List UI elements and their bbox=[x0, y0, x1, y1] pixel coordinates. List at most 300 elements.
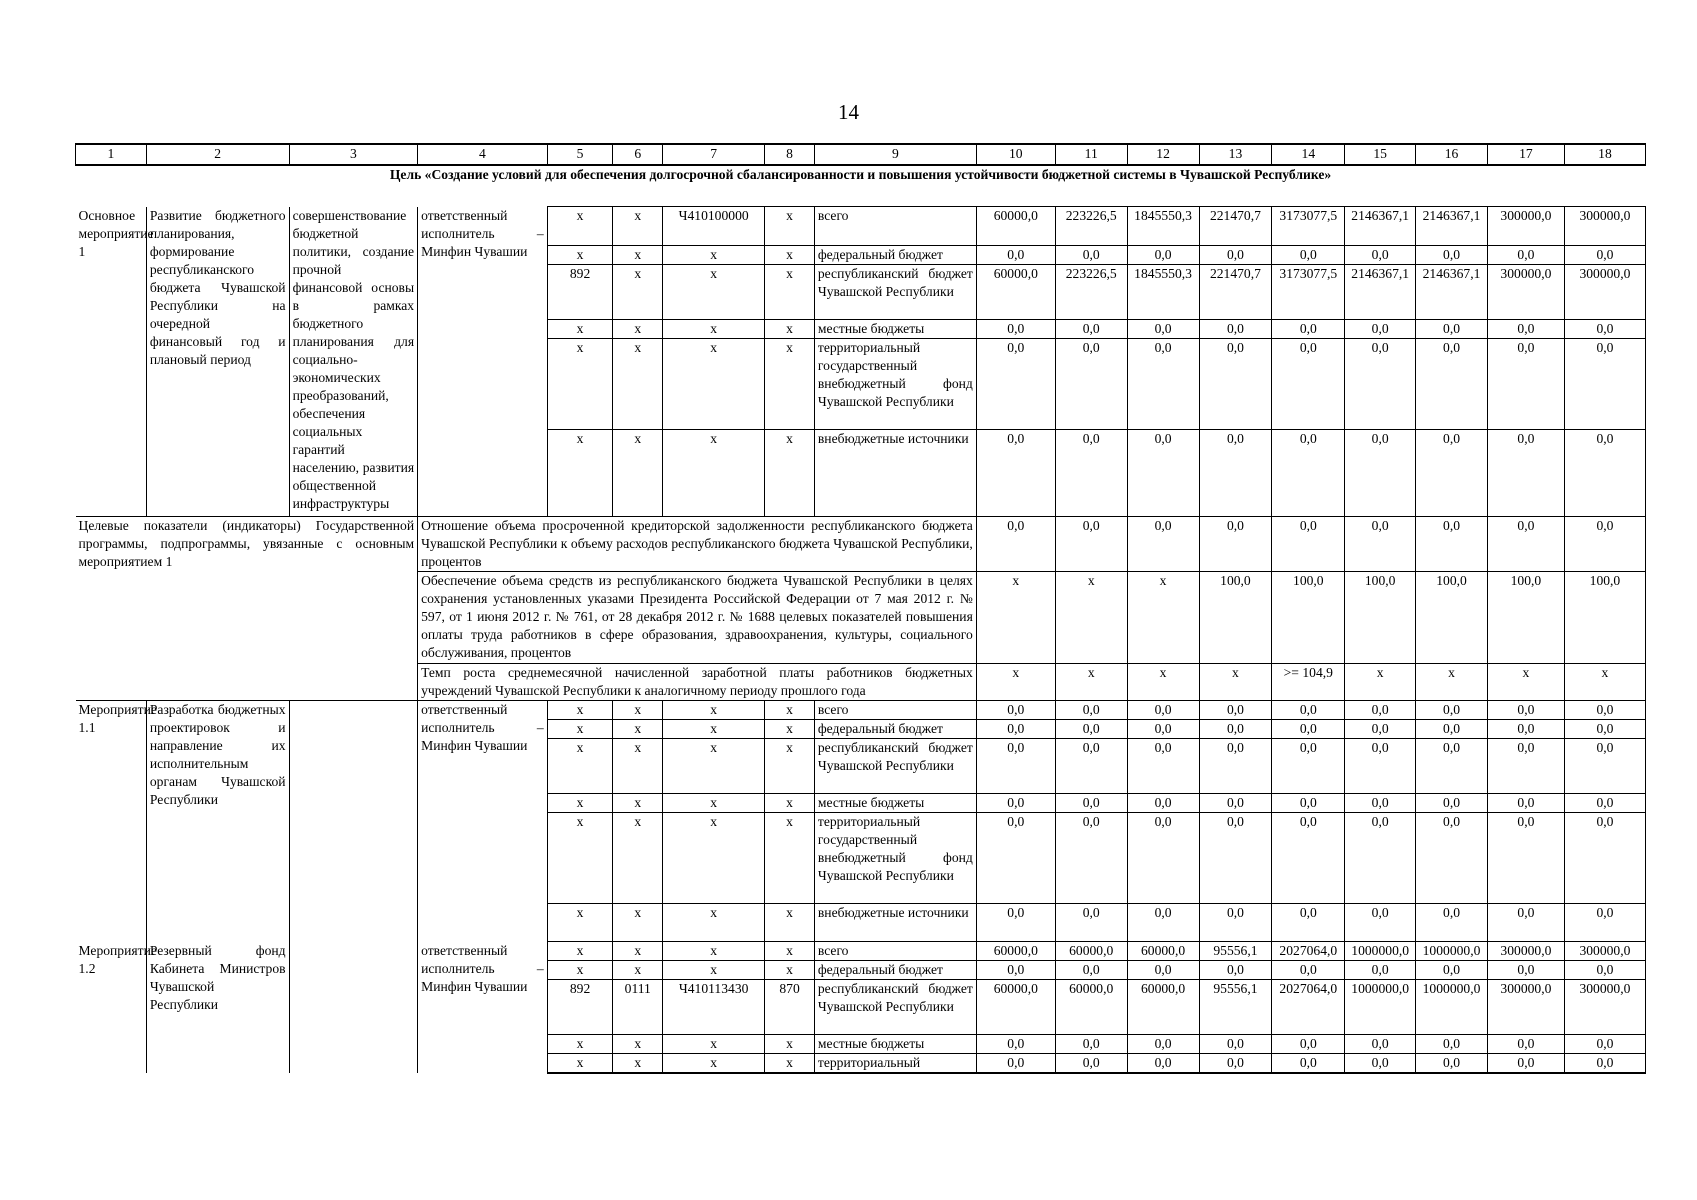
value-cell: 0,0 bbox=[1055, 246, 1127, 265]
value-cell: 0,0 bbox=[976, 1054, 1055, 1074]
value-cell: 100,0 bbox=[1564, 572, 1645, 664]
value-cell: 0,0 bbox=[1416, 701, 1488, 720]
value-cell: 0,0 bbox=[1127, 339, 1199, 430]
indicators-label: Целевые показатели (индикаторы) Государственной программы, подпрограммы, увязанные с основным мероприятием 1 bbox=[76, 517, 418, 701]
value-cell: 0,0 bbox=[1055, 961, 1127, 980]
funding-source: республиканский бюджет Чувашской Республики bbox=[814, 739, 976, 794]
value-cell: 0,0 bbox=[1272, 430, 1345, 517]
value-cell: 0,0 bbox=[1199, 794, 1272, 813]
column-header: 17 bbox=[1487, 144, 1564, 165]
code-cell: x bbox=[613, 720, 663, 739]
value-cell: 100,0 bbox=[1487, 572, 1564, 664]
code-cell: 892 bbox=[547, 980, 613, 1035]
value-cell: 60000,0 bbox=[976, 265, 1055, 320]
code-cell: x bbox=[663, 701, 765, 720]
code-cell: Ч410113430 bbox=[663, 980, 765, 1035]
value-cell: 0,0 bbox=[1272, 1054, 1345, 1074]
code-cell: x bbox=[765, 813, 815, 904]
event-name: Разработка бюджетных проектировок и направление их исполнительным органам Чувашской Республики bbox=[146, 701, 289, 942]
value-cell: 0,0 bbox=[1564, 701, 1645, 720]
event-executor: ответственный исполнитель – Минфин Чувашии bbox=[418, 207, 548, 517]
value-cell: 0,0 bbox=[1199, 517, 1272, 572]
code-cell: x bbox=[547, 720, 613, 739]
event-name: Развитие бюджетного планирования, формирование республиканского бюджета Чувашской Республики на очередной финансовый год и плановый период bbox=[146, 207, 289, 517]
value-cell: 223226,5 bbox=[1055, 207, 1127, 246]
funding-source: федеральный бюджет bbox=[814, 246, 976, 265]
value-cell: 0,0 bbox=[1055, 904, 1127, 942]
code-cell: Ч410100000 bbox=[663, 207, 765, 246]
code-cell: x bbox=[613, 1054, 663, 1074]
event-number: Основное мероприятие 1 bbox=[76, 207, 147, 517]
value-cell: 0,0 bbox=[976, 517, 1055, 572]
value-cell: 0,0 bbox=[1127, 246, 1199, 265]
value-cell: 0,0 bbox=[1055, 320, 1127, 339]
value-cell: 0,0 bbox=[976, 794, 1055, 813]
value-cell: 0,0 bbox=[1055, 1035, 1127, 1054]
column-header: 13 bbox=[1199, 144, 1272, 165]
event-goal bbox=[289, 942, 418, 1074]
value-cell: x bbox=[1345, 664, 1416, 701]
indicator-text: Отношение объема просроченной кредиторской задолженности республиканского бюджета Чувашской Республики к объему расходов республиканского бюджета Чувашской Республики, процентов bbox=[418, 517, 977, 572]
value-cell: 0,0 bbox=[1345, 246, 1416, 265]
value-cell: 0,0 bbox=[1564, 1054, 1645, 1074]
value-cell: 300000,0 bbox=[1487, 980, 1564, 1035]
value-cell: 0,0 bbox=[1564, 813, 1645, 904]
value-cell: x bbox=[1199, 664, 1272, 701]
event-executor: ответственный исполнитель – Минфин Чувашии bbox=[418, 942, 548, 1074]
value-cell: 100,0 bbox=[1272, 572, 1345, 664]
value-cell: 0,0 bbox=[976, 1035, 1055, 1054]
code-cell: x bbox=[663, 339, 765, 430]
value-cell: 0,0 bbox=[1416, 720, 1488, 739]
value-cell: 0,0 bbox=[1055, 339, 1127, 430]
value-cell: 0,0 bbox=[1199, 961, 1272, 980]
indicator-row bbox=[76, 517, 1646, 572]
code-cell: x bbox=[613, 246, 663, 265]
value-cell: 0,0 bbox=[1487, 813, 1564, 904]
funding-source: республиканский бюджет Чувашской Республики bbox=[814, 980, 976, 1035]
value-cell: 0,0 bbox=[1055, 739, 1127, 794]
value-cell: 0,0 bbox=[1564, 794, 1645, 813]
funding-source: всего bbox=[814, 942, 976, 961]
value-cell: 60000,0 bbox=[976, 207, 1055, 246]
table-row bbox=[76, 942, 1646, 961]
value-cell: 0,0 bbox=[1416, 739, 1488, 794]
value-cell: 0,0 bbox=[1272, 961, 1345, 980]
value-cell: 0,0 bbox=[1272, 904, 1345, 942]
code-cell: x bbox=[663, 1054, 765, 1074]
column-header: 9 bbox=[814, 144, 976, 165]
column-header: 10 bbox=[976, 144, 1055, 165]
value-cell: 2146367,1 bbox=[1345, 207, 1416, 246]
value-cell: 300000,0 bbox=[1487, 942, 1564, 961]
column-header: 18 bbox=[1564, 144, 1645, 165]
funding-source: местные бюджеты bbox=[814, 794, 976, 813]
value-cell: 2146367,1 bbox=[1345, 265, 1416, 320]
code-cell: x bbox=[765, 961, 815, 980]
funding-source: территориальный государственный внебюджетный фонд Чувашской Республики bbox=[814, 339, 976, 430]
value-cell: 0,0 bbox=[1199, 320, 1272, 339]
value-cell: 300000,0 bbox=[1564, 265, 1645, 320]
value-cell: 0,0 bbox=[1199, 430, 1272, 517]
value-cell: 0,0 bbox=[1345, 320, 1416, 339]
value-cell: 0,0 bbox=[1127, 813, 1199, 904]
code-cell: x bbox=[765, 339, 815, 430]
funding-source: местные бюджеты bbox=[814, 1035, 976, 1054]
value-cell: 100,0 bbox=[1345, 572, 1416, 664]
value-cell: 0,0 bbox=[1055, 720, 1127, 739]
column-header: 2 bbox=[146, 144, 289, 165]
value-cell: 0,0 bbox=[1272, 246, 1345, 265]
value-cell: 0,0 bbox=[1345, 701, 1416, 720]
code-cell: x bbox=[613, 1035, 663, 1054]
value-cell: 0,0 bbox=[1055, 1054, 1127, 1074]
value-cell: 0,0 bbox=[1416, 904, 1488, 942]
event-name: Резервный фонд Кабинета Министров Чувашской Республики bbox=[146, 942, 289, 1074]
code-cell: x bbox=[765, 904, 815, 942]
value-cell: 0,0 bbox=[976, 246, 1055, 265]
budget-table bbox=[75, 143, 1646, 1074]
code-cell: x bbox=[765, 942, 815, 961]
value-cell: 0,0 bbox=[1416, 320, 1488, 339]
value-cell: 0,0 bbox=[1272, 1035, 1345, 1054]
value-cell: x bbox=[976, 664, 1055, 701]
code-cell: x bbox=[547, 207, 613, 246]
code-cell: x bbox=[613, 794, 663, 813]
event-number: Мероприятие 1.1 bbox=[76, 701, 147, 942]
code-cell: x bbox=[663, 961, 765, 980]
code-cell: 0111 bbox=[613, 980, 663, 1035]
value-cell: 300000,0 bbox=[1564, 207, 1645, 246]
value-cell: 0,0 bbox=[1345, 904, 1416, 942]
code-cell: x bbox=[547, 794, 613, 813]
value-cell: x bbox=[1487, 664, 1564, 701]
code-cell: x bbox=[663, 813, 765, 904]
funding-source: федеральный бюджет bbox=[814, 961, 976, 980]
value-cell: 0,0 bbox=[1055, 517, 1127, 572]
code-cell: x bbox=[765, 739, 815, 794]
code-cell: x bbox=[547, 1035, 613, 1054]
value-cell: 0,0 bbox=[1416, 246, 1488, 265]
column-header: 8 bbox=[765, 144, 815, 165]
value-cell: x bbox=[1127, 572, 1199, 664]
funding-source: территориальный bbox=[814, 1054, 976, 1074]
value-cell: 223226,5 bbox=[1055, 265, 1127, 320]
value-cell: >= 104,9 bbox=[1272, 664, 1345, 701]
value-cell: 0,0 bbox=[1416, 1054, 1488, 1074]
value-cell: 221470,7 bbox=[1199, 265, 1272, 320]
value-cell: 2027064,0 bbox=[1272, 942, 1345, 961]
code-cell: x bbox=[547, 320, 613, 339]
value-cell: 0,0 bbox=[1487, 1035, 1564, 1054]
value-cell: 0,0 bbox=[1127, 517, 1199, 572]
value-cell: 0,0 bbox=[1345, 813, 1416, 904]
code-cell: 870 bbox=[765, 980, 815, 1035]
column-header: 7 bbox=[663, 144, 765, 165]
value-cell: 60000,0 bbox=[1127, 980, 1199, 1035]
value-cell: 0,0 bbox=[976, 813, 1055, 904]
value-cell: 0,0 bbox=[1272, 517, 1345, 572]
code-cell: x bbox=[613, 339, 663, 430]
code-cell: x bbox=[663, 246, 765, 265]
value-cell: 0,0 bbox=[1199, 246, 1272, 265]
value-cell: 1000000,0 bbox=[1416, 980, 1488, 1035]
value-cell: 60000,0 bbox=[976, 980, 1055, 1035]
code-cell: x bbox=[547, 701, 613, 720]
value-cell: 0,0 bbox=[1416, 794, 1488, 813]
code-cell: x bbox=[663, 720, 765, 739]
value-cell: 0,0 bbox=[1564, 246, 1645, 265]
value-cell: 0,0 bbox=[1564, 1035, 1645, 1054]
value-cell: x bbox=[1055, 572, 1127, 664]
value-cell: 0,0 bbox=[1416, 430, 1488, 517]
value-cell: 2146367,1 bbox=[1416, 265, 1488, 320]
value-cell: 0,0 bbox=[1127, 1054, 1199, 1074]
value-cell: 0,0 bbox=[1272, 739, 1345, 794]
event-number: Мероприятие 1.2 bbox=[76, 942, 147, 1074]
value-cell: 0,0 bbox=[1416, 1035, 1488, 1054]
value-cell: 0,0 bbox=[1345, 1035, 1416, 1054]
value-cell: 0,0 bbox=[1487, 720, 1564, 739]
code-cell: x bbox=[613, 430, 663, 517]
value-cell: 1000000,0 bbox=[1345, 980, 1416, 1035]
value-cell: 0,0 bbox=[1272, 320, 1345, 339]
column-header: 15 bbox=[1345, 144, 1416, 165]
value-cell: 0,0 bbox=[1127, 794, 1199, 813]
value-cell: 0,0 bbox=[1345, 794, 1416, 813]
code-cell: x bbox=[663, 942, 765, 961]
value-cell: 0,0 bbox=[976, 701, 1055, 720]
value-cell: 0,0 bbox=[1055, 430, 1127, 517]
code-cell: x bbox=[765, 1035, 815, 1054]
column-header: 5 bbox=[547, 144, 613, 165]
value-cell: 0,0 bbox=[976, 339, 1055, 430]
code-cell: x bbox=[663, 739, 765, 794]
funding-source: республиканский бюджет Чувашской Республики bbox=[814, 265, 976, 320]
value-cell: 0,0 bbox=[976, 904, 1055, 942]
code-cell: x bbox=[613, 904, 663, 942]
value-cell: 3173077,5 bbox=[1272, 265, 1345, 320]
value-cell: 60000,0 bbox=[1055, 942, 1127, 961]
value-cell: 0,0 bbox=[1416, 961, 1488, 980]
code-cell: x bbox=[663, 430, 765, 517]
code-cell: x bbox=[613, 739, 663, 794]
column-header: 4 bbox=[418, 144, 548, 165]
value-cell: x bbox=[1055, 664, 1127, 701]
value-cell: 0,0 bbox=[1564, 320, 1645, 339]
value-cell: 0,0 bbox=[976, 320, 1055, 339]
value-cell: 0,0 bbox=[1127, 739, 1199, 794]
value-cell: 0,0 bbox=[1487, 739, 1564, 794]
code-cell: x bbox=[547, 339, 613, 430]
code-cell: x bbox=[663, 794, 765, 813]
value-cell: 60000,0 bbox=[976, 942, 1055, 961]
code-cell: x bbox=[613, 942, 663, 961]
column-header: 11 bbox=[1055, 144, 1127, 165]
value-cell: 0,0 bbox=[1345, 720, 1416, 739]
value-cell: 0,0 bbox=[1055, 701, 1127, 720]
value-cell: 0,0 bbox=[1564, 961, 1645, 980]
funding-source: всего bbox=[814, 701, 976, 720]
goal-row bbox=[76, 165, 1646, 207]
code-cell: x bbox=[547, 904, 613, 942]
funding-source: внебюджетные источники bbox=[814, 430, 976, 517]
value-cell: 1845550,3 bbox=[1127, 265, 1199, 320]
value-cell: 0,0 bbox=[1345, 517, 1416, 572]
value-cell: 0,0 bbox=[1199, 1035, 1272, 1054]
value-cell: 0,0 bbox=[1199, 720, 1272, 739]
code-cell: x bbox=[765, 794, 815, 813]
event-goal: совершенствование бюджетной политики, создание прочной финансовой основы в рамках бюджетного планирования для социально-экономических преобразований, обеспечения социальных гарантий населению, развития общественной инфраструктуры bbox=[289, 207, 418, 517]
value-cell: 0,0 bbox=[1127, 720, 1199, 739]
value-cell: 0,0 bbox=[1345, 339, 1416, 430]
value-cell: 0,0 bbox=[1127, 430, 1199, 517]
value-cell: 3173077,5 bbox=[1272, 207, 1345, 246]
value-cell: 0,0 bbox=[1487, 320, 1564, 339]
funding-source: внебюджетные источники bbox=[814, 904, 976, 942]
value-cell: 0,0 bbox=[976, 430, 1055, 517]
value-cell: 221470,7 bbox=[1199, 207, 1272, 246]
column-header: 6 bbox=[613, 144, 663, 165]
value-cell: 0,0 bbox=[1055, 813, 1127, 904]
code-cell: x bbox=[765, 430, 815, 517]
code-cell: x bbox=[547, 739, 613, 794]
column-header: 14 bbox=[1272, 144, 1345, 165]
column-header: 1 bbox=[76, 144, 147, 165]
code-cell: x bbox=[663, 320, 765, 339]
column-header: 16 bbox=[1416, 144, 1488, 165]
code-cell: x bbox=[765, 720, 815, 739]
value-cell: 60000,0 bbox=[1055, 980, 1127, 1035]
value-cell: 0,0 bbox=[1487, 904, 1564, 942]
value-cell: 2146367,1 bbox=[1416, 207, 1488, 246]
value-cell: x bbox=[1416, 664, 1488, 701]
value-cell: 0,0 bbox=[1487, 517, 1564, 572]
value-cell: 0,0 bbox=[1127, 904, 1199, 942]
code-cell: x bbox=[547, 430, 613, 517]
code-cell: x bbox=[613, 813, 663, 904]
goal-title: Цель «Создание условий для обеспечения долгосрочной сбалансированности и повышения устойчивости бюджетной системы в Чувашской Республике» bbox=[389, 167, 1332, 182]
code-cell: x bbox=[765, 701, 815, 720]
table-row bbox=[76, 207, 1646, 246]
value-cell: 2027064,0 bbox=[1272, 980, 1345, 1035]
value-cell: 0,0 bbox=[1487, 339, 1564, 430]
value-cell: 0,0 bbox=[1564, 430, 1645, 517]
value-cell: 100,0 bbox=[1416, 572, 1488, 664]
code-cell: x bbox=[547, 942, 613, 961]
value-cell: 0,0 bbox=[1564, 739, 1645, 794]
value-cell: 0,0 bbox=[976, 961, 1055, 980]
indicator-text: Темп роста среднемесячной начисленной заработной платы работников бюджетных учреждений Чувашской Республики к аналогичному периоду прошлого года bbox=[418, 664, 977, 701]
code-cell: x bbox=[613, 701, 663, 720]
value-cell: 300000,0 bbox=[1564, 980, 1645, 1035]
value-cell: 0,0 bbox=[1127, 961, 1199, 980]
value-cell: 0,0 bbox=[1487, 701, 1564, 720]
value-cell: 0,0 bbox=[1487, 246, 1564, 265]
value-cell: 0,0 bbox=[1416, 339, 1488, 430]
value-cell: 60000,0 bbox=[1127, 942, 1199, 961]
code-cell: x bbox=[663, 1035, 765, 1054]
column-header: 3 bbox=[289, 144, 418, 165]
value-cell: x bbox=[976, 572, 1055, 664]
value-cell: 0,0 bbox=[1487, 430, 1564, 517]
code-cell: x bbox=[613, 265, 663, 320]
value-cell: 0,0 bbox=[1487, 961, 1564, 980]
code-cell: x bbox=[663, 265, 765, 320]
value-cell: 0,0 bbox=[1345, 1054, 1416, 1074]
value-cell: 100,0 bbox=[1199, 572, 1272, 664]
value-cell: 0,0 bbox=[1127, 701, 1199, 720]
value-cell: x bbox=[1564, 664, 1645, 701]
value-cell: 0,0 bbox=[1272, 720, 1345, 739]
value-cell: 0,0 bbox=[1564, 339, 1645, 430]
code-cell: x bbox=[765, 246, 815, 265]
value-cell: 0,0 bbox=[1272, 794, 1345, 813]
value-cell: 0,0 bbox=[1487, 794, 1564, 813]
code-cell: x bbox=[663, 904, 765, 942]
code-cell: x bbox=[765, 320, 815, 339]
value-cell: 0,0 bbox=[1055, 794, 1127, 813]
funding-source: территориальный государственный внебюджетный фонд Чувашской Республики bbox=[814, 813, 976, 904]
value-cell: 0,0 bbox=[1199, 1054, 1272, 1074]
value-cell: 1000000,0 bbox=[1345, 942, 1416, 961]
value-cell: 0,0 bbox=[1487, 1054, 1564, 1074]
value-cell: 0,0 bbox=[1345, 739, 1416, 794]
code-cell: x bbox=[547, 961, 613, 980]
value-cell: 0,0 bbox=[1416, 517, 1488, 572]
value-cell: 0,0 bbox=[1199, 813, 1272, 904]
funding-source: всего bbox=[814, 207, 976, 246]
event-goal bbox=[289, 701, 418, 942]
code-cell: 892 bbox=[547, 265, 613, 320]
value-cell: 95556,1 bbox=[1199, 942, 1272, 961]
value-cell: 0,0 bbox=[976, 720, 1055, 739]
code-cell: x bbox=[613, 320, 663, 339]
value-cell: 1845550,3 bbox=[1127, 207, 1199, 246]
funding-source: местные бюджеты bbox=[814, 320, 976, 339]
value-cell: 0,0 bbox=[1199, 701, 1272, 720]
value-cell: 0,0 bbox=[1272, 701, 1345, 720]
code-cell: x bbox=[765, 1054, 815, 1074]
code-cell: x bbox=[547, 246, 613, 265]
value-cell: 0,0 bbox=[1199, 904, 1272, 942]
value-cell: 0,0 bbox=[1564, 904, 1645, 942]
value-cell: 0,0 bbox=[1345, 961, 1416, 980]
value-cell: 300000,0 bbox=[1487, 265, 1564, 320]
value-cell: 0,0 bbox=[1272, 813, 1345, 904]
table-row bbox=[76, 701, 1646, 720]
value-cell: 0,0 bbox=[1564, 720, 1645, 739]
code-cell: x bbox=[765, 207, 815, 246]
value-cell: x bbox=[1127, 664, 1199, 701]
column-header: 12 bbox=[1127, 144, 1199, 165]
value-cell: 0,0 bbox=[1416, 813, 1488, 904]
value-cell: 0,0 bbox=[1127, 1035, 1199, 1054]
page-number: 14 bbox=[838, 100, 859, 124]
code-cell: x bbox=[613, 961, 663, 980]
value-cell: 0,0 bbox=[1345, 430, 1416, 517]
code-cell: x bbox=[547, 1054, 613, 1074]
value-cell: 95556,1 bbox=[1199, 980, 1272, 1035]
value-cell: 0,0 bbox=[1272, 339, 1345, 430]
header-row bbox=[76, 144, 1646, 165]
code-cell: x bbox=[613, 207, 663, 246]
code-cell: x bbox=[765, 265, 815, 320]
value-cell: 0,0 bbox=[1564, 517, 1645, 572]
value-cell: 0,0 bbox=[1127, 320, 1199, 339]
value-cell: 0,0 bbox=[1199, 739, 1272, 794]
value-cell: 0,0 bbox=[1199, 339, 1272, 430]
